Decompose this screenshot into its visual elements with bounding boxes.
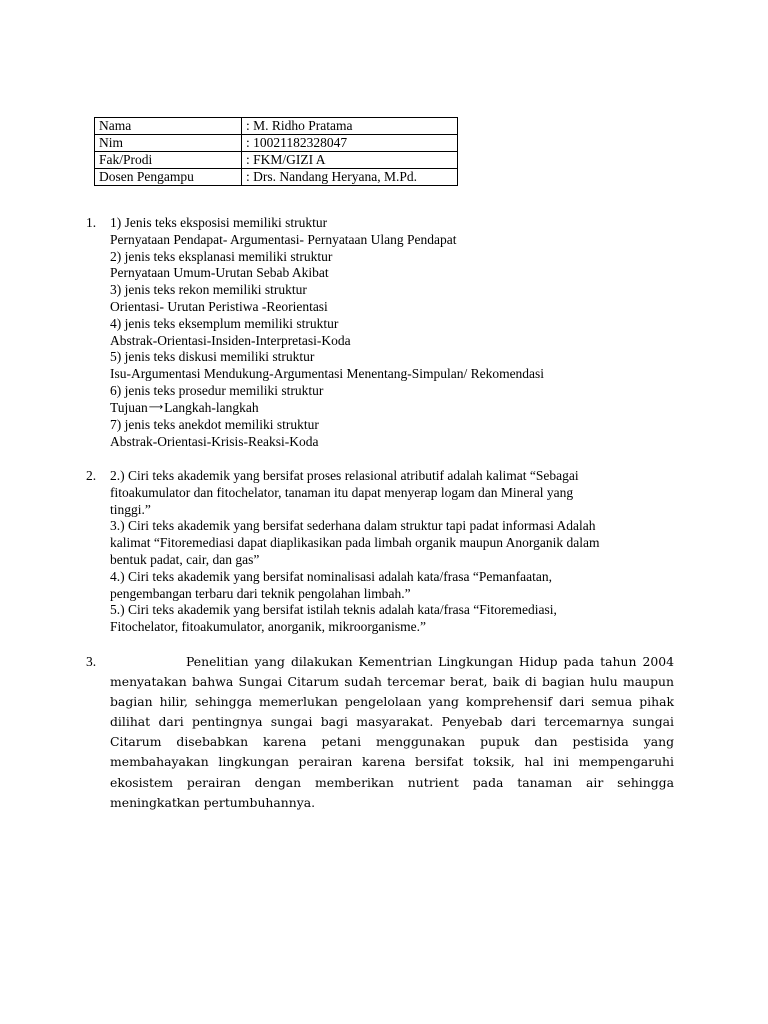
table-row <box>95 152 458 169</box>
text-line: kalimat “Fitoremediasi dapat diaplikasikan pada limbah organik maupun Anorganik dalam <box>110 535 600 551</box>
text-line: 6) jenis teks prosedur memiliki struktur <box>110 382 324 398</box>
text-line: 3) jenis teks rekon memiliki struktur <box>110 282 307 298</box>
info-value: : 10021182328047 <box>242 135 458 152</box>
text-line: tinggi.” <box>110 501 151 517</box>
text-line: Fitochelator, fitoakumulator, anorganik, mikroorganisme.” <box>110 619 426 635</box>
answer-2 <box>86 468 600 636</box>
text-line: 1) Jenis teks eksposisi memiliki struktur <box>110 215 328 230</box>
student-info-table <box>94 117 458 186</box>
arrow-right-icon: ⟶ <box>148 402 164 414</box>
info-label: Fak/Prodi <box>95 152 242 169</box>
info-label: Nama <box>95 118 242 135</box>
info-value: : M. Ridho Pratama <box>242 118 458 135</box>
text-line: Pernyataan Pendapat- Argumentasi- Pernyataan Ulang Pendapat <box>110 231 457 247</box>
text-line: 4) jenis teks eksemplum memiliki struktur <box>110 315 339 331</box>
text-line: pengembangan terbaru dari teknik pengolahan limbah.” <box>110 585 411 601</box>
text-line: 5) jenis teks diskusi memiliki struktur <box>110 349 315 365</box>
text-line: Orientasi- Urutan Peristiwa -Reorientasi <box>110 298 328 314</box>
text-line: 5.) Ciri teks akademik yang bersifat istilah teknis adalah kata/frasa “Fitoremediasi, <box>110 602 557 618</box>
list-number: 1. <box>86 215 97 230</box>
text-line: fitoakumulator dan fitochelator, tanaman itu dapat menyerap logam dan Mineral yang <box>110 484 574 500</box>
table-row <box>95 169 458 186</box>
text-line: Abstrak-Orientasi-Krisis-Reaksi-Koda <box>110 433 319 449</box>
text-line: 3.) Ciri teks akademik yang bersifat sederhana dalam struktur tapi padat informasi Adalah <box>110 518 596 534</box>
text-line: 2.) Ciri teks akademik yang bersifat proses relasional atributif adalah kalimat “Sebagai <box>110 468 579 483</box>
answer-3 <box>86 652 674 813</box>
table-row <box>95 118 458 135</box>
info-value: : Drs. Nandang Heryana, M.Pd. <box>242 169 458 186</box>
procedure-start: Tujuan <box>110 399 148 415</box>
table-row <box>95 135 458 152</box>
paragraph-text: Penelitian yang dilakukan Kementrian Lingkungan Hidup pada tahun 2004 menyatakan bahwa Sungai Citarum sudah tercemar berat, baik di bagian hulu maupun bagian hilir, sehingga memerlukan pengelolaan yang komprehensif dari semua pihak dilihat dari pentingnya sungai bagi masyarakat. Penyebab dari tercemarnya sungai Citarum disebabkan karena petani menggunakan pupuk dan pestisida yang membahayakan lingkungan perairan karena bersifat toksik, hal ini mempengaruhi ekosistem perairan dengan memberikan nutrient pada tanaman air sehingga meningkatkan pertumbuhannya. <box>110 654 674 810</box>
text-line: Abstrak-Orientasi-Insiden-Interpretasi-Koda <box>110 332 351 348</box>
info-label: Dosen Pengampu <box>95 169 242 186</box>
text-line: 2) jenis teks eksplanasi memiliki struktur <box>110 248 333 264</box>
text-line: Isu-Argumentasi Mendukung-Argumentasi Menentang-Simpulan/ Rekomendasi <box>110 366 545 382</box>
answer-3-paragraph <box>110 652 674 813</box>
procedure-next: Langkah-langkah <box>164 399 259 415</box>
text-line <box>110 400 544 417</box>
text-line: 4.) Ciri teks akademik yang bersifat nominalisasi adalah kata/frasa “Pemanfaatan, <box>110 568 552 584</box>
text-line: 7) jenis teks anekdot memiliki struktur <box>110 417 319 433</box>
answer-1 <box>86 215 544 451</box>
list-number: 2. <box>86 468 97 483</box>
info-label: Nim <box>95 135 242 152</box>
list-number: 3. <box>86 654 97 669</box>
list-item <box>86 215 544 451</box>
text-line: bentuk padat, cair, dan gas” <box>110 551 260 567</box>
text-line: Pernyataan Umum-Urutan Sebab Akibat <box>110 265 329 281</box>
info-value: : FKM/GIZI A <box>242 152 458 169</box>
list-item <box>86 468 600 636</box>
